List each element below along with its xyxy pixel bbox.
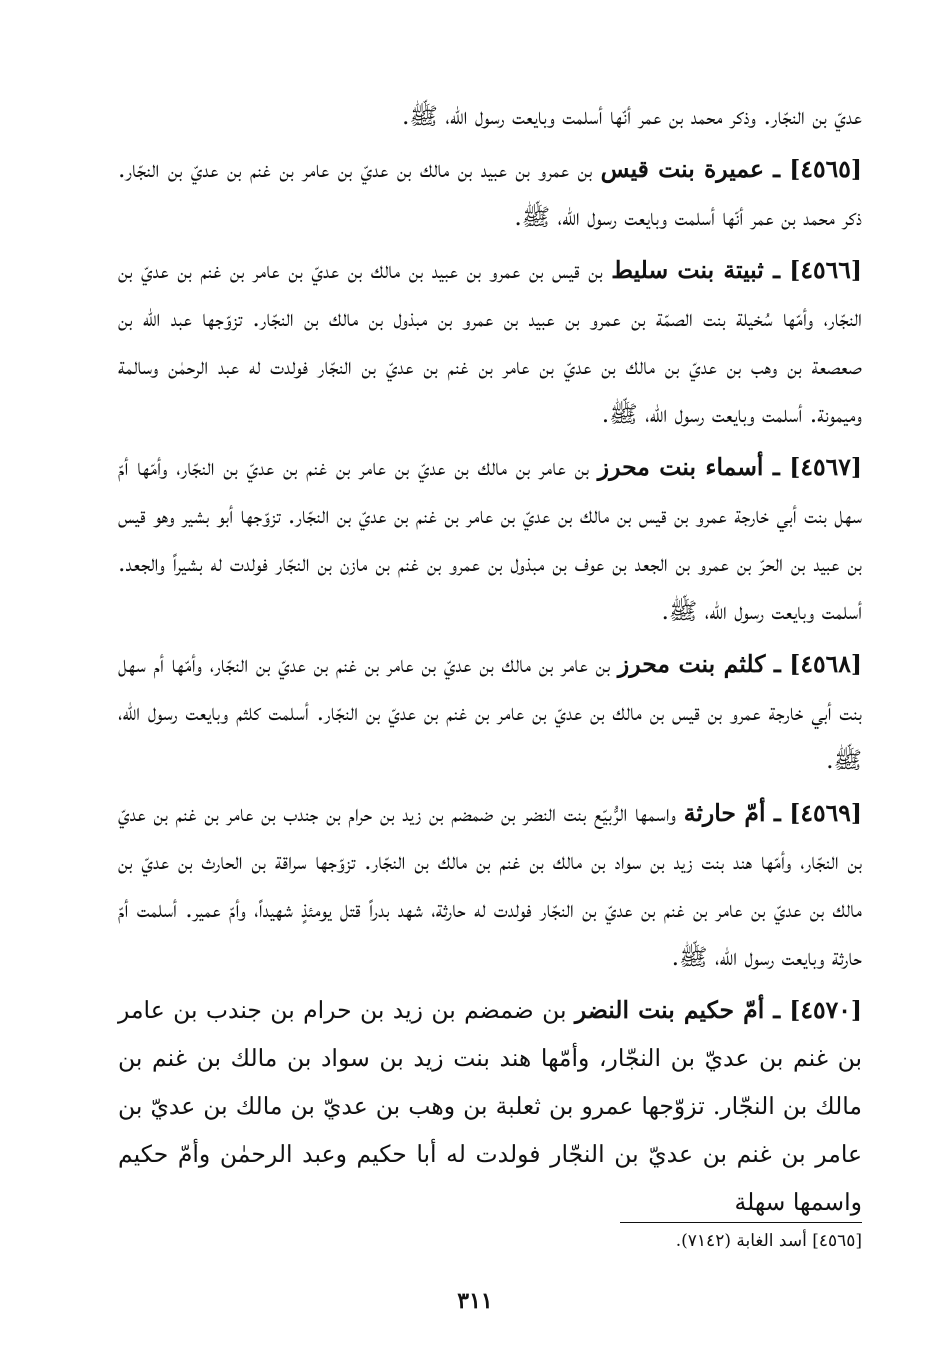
footnote: [٤٥٦٥] أسد الغابة (٧١٤٢). (675, 1231, 862, 1251)
entry-name: أمّ حكيم بنت النضر (574, 996, 765, 1024)
page-number: ٣١١ (457, 1288, 493, 1314)
entry-paragraph-4566 (118, 246, 862, 438)
entry-paragraph-continuation (118, 92, 862, 140)
entry-number: [٤٥٦٥] ـ (763, 155, 863, 183)
entry-name: أمّ حارثة (683, 799, 766, 827)
entry-number: [٤٥٧٠] ـ (764, 996, 862, 1024)
entry-text: بن عامر بن مالك بن عديّ بن عامر بن غنم بن عديّ بن النجّار، وأمّها أمّ سهل بنت أبي خارجة عمرو بن قيس بن مالك بن عديّ بن عامر بن غنم بن عديّ بن النجّار. تزوّجها أبو بشير وهو قيس بن عبيد بن الحرّ بن عمرو بن الجعد بن عوف بن مبذول بن عمرو بن غنم بن مازن بن النجّار فولدت له بشيراً والجعد. أسلمت وبايعت رسول الله، ﷺ. (118, 453, 862, 625)
entry-number: [٤٥٦٦] ـ (763, 256, 862, 284)
entry-name: كلثم بنت محرز (617, 650, 766, 678)
entry-text: واسمها الرُّبيّع بنت النضر بن ضمضم بن زيد بن حرام بن جندب بن عامر بن غنم بن عديّ بن النجّار، وأمّها هند بنت زيد بن سواد بن مالك بن غنم بن مالك بن النجّار. تزوّجها سراقة بن الحارث بن عديّ بن مالك بن عديّ بن عامر بن غنم بن عديّ بن النجّار فولدت له حارثة، شهد بدراً قتل يومئذٍ شهيداً، وأمّ عمير. أسلمت أمّ حارثة وبايعت رسول الله، ﷺ. (118, 799, 862, 971)
entry-text: بن ضمضم بن زيد بن حرام بن جندب بن عامر بن غنم بن عديّ بن النجّار، وأمّها هند بنت زيد بن سواد بن مالك بن غنم بن مالك بن النجّار. تزوّجها عمرو بن ثعلبة بن وهب بن عديّ بن مالك بن عديّ بن عامر بن غنم بن عديّ بن النجّار فولدت له أبا حكيم وعبد الرحمٰن وأمّ حكيم واسمها سهلة (118, 996, 862, 1216)
entry-name: أسماء بنت محرز (597, 453, 764, 481)
entry-text: عديّ بن النجّار. وذكر محمد بن عمر أنّها أسلمت وبايعت رسول الله، ﷺ. (402, 102, 862, 130)
entry-text: بن عامر بن مالك بن عديّ بن عامر بن غنم بن عديّ بن النجّار، وأمّها أم سهل بنت أبي خارجة عمرو بن قيس بن مالك بن عديّ بن عامر بن غنم بن عديّ بن النجّار. أسلمت كلثم وبايعت رسول الله، ﷺ. (118, 650, 862, 774)
entry-paragraph-4568 (118, 640, 862, 784)
entry-paragraph-4567 (118, 443, 862, 635)
entry-text: بن قيس بن عمرو بن عبيد بن مالك بن عديّ بن عامر بن غنم بن عديّ بن النجّار، وأمّها سُخيلة بنت الصمّة بن عمرو بن عبيد بن عمرو بن مبذول بن مالك بن النجّار. تزوّجها عبد الله بن صعصعة بن وهب بن عديّ بن مالك بن عديّ بن عامر بن غنم بن عديّ بن النجّار فولدت له عبد الرحمٰن وسالمة وميمونة. أسلمت وبايعت رسول الله، ﷺ. (118, 256, 862, 428)
entry-name: ثبيتة بنت سليط (611, 256, 764, 284)
entry-number: [٤٥٦٩] ـ (765, 799, 863, 827)
entry-number: [٤٥٦٨] ـ (765, 650, 862, 678)
page-body (118, 92, 862, 1231)
footnote-divider (620, 1222, 862, 1223)
entry-name: عميرة بنت قيس (600, 155, 764, 183)
entry-text: بن عمرو بن عبيد بن مالك بن عديّ بن عامر بن غنم بن عديّ بن النجّار. ذكر محمد بن عمر أنّها أسلمت وبايعت رسول الله، ﷺ. (118, 155, 862, 231)
entry-paragraph-4565 (118, 145, 862, 241)
entry-number: [٤٥٦٧] ـ (763, 453, 862, 481)
entry-paragraph-4570 (118, 986, 862, 1226)
entry-paragraph-4569 (118, 789, 862, 981)
